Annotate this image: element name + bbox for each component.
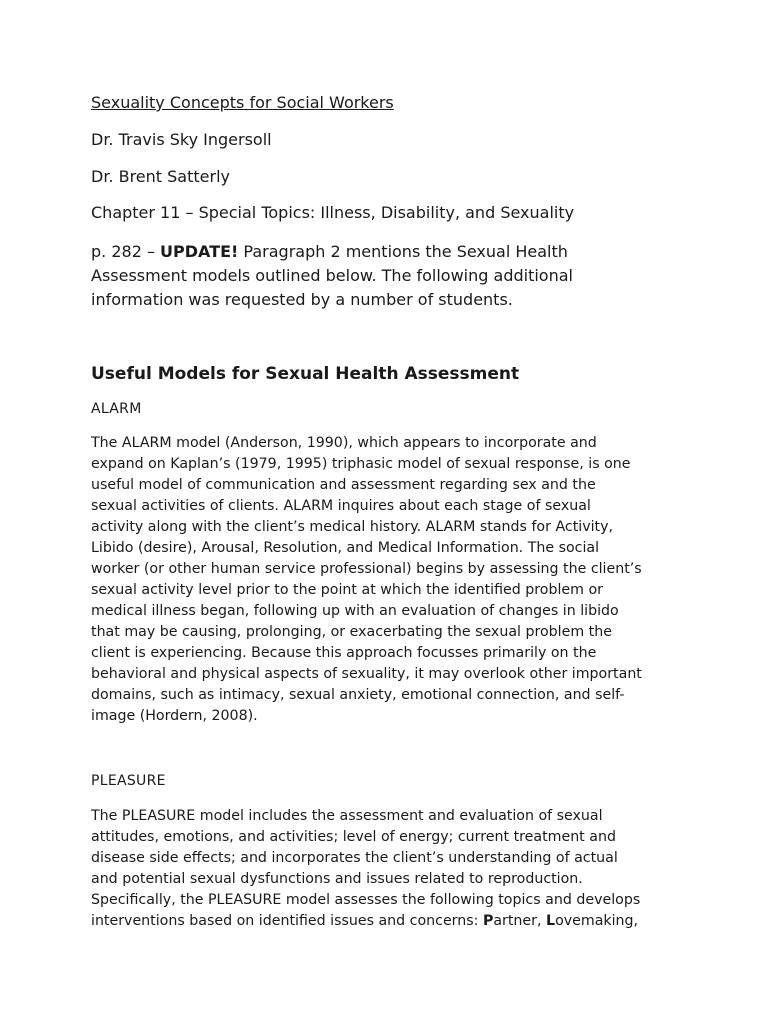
paragraph-line: sexual activities of clients. ALARM inquires about each stage of sexual xyxy=(91,498,591,514)
paragraph-line: domains, such as intimacy, sexual anxiety, emotional connection, and self- xyxy=(91,687,625,703)
acronym-initial: P xyxy=(482,913,494,929)
paragraph-line: behavioral and physical aspects of sexuality, it may overlook other important xyxy=(91,666,642,682)
paragraph-line xyxy=(91,911,691,932)
paragraph-line: expand on Kaplan’s (1979, 1995) triphasic model of sexual response, is one xyxy=(91,456,631,472)
author-name: Dr. Travis Sky Ingersoll xyxy=(91,130,272,149)
paragraph-line: worker (or other human service professional) begins by assessing the client’s xyxy=(91,561,642,577)
acronym-initial: L xyxy=(546,913,556,929)
paragraph-line: and potential sexual dysfunctions and issues related to reproduction. xyxy=(91,871,583,887)
pleasure-heading: PLEASURE xyxy=(91,773,166,789)
paragraph-text: interventions based on identified issues and concerns: xyxy=(91,913,483,929)
paragraph-line: sexual activity level prior to the point at which the identified problem or xyxy=(91,582,603,598)
paragraph-text: ovemaking, xyxy=(555,913,639,929)
paragraph-line: The ALARM model (Anderson, 1990), which appears to incorporate and xyxy=(91,435,597,451)
paragraph-line: medical illness began, following up with an evaluation of changes in libido xyxy=(91,603,619,619)
author-name: Dr. Brent Satterly xyxy=(91,167,230,186)
course-title: Sexuality Concepts for Social Workers xyxy=(91,93,394,112)
paragraph-line: Libido (desire), Arousal, Resolution, and Medical Information. The social xyxy=(91,540,600,556)
update-page-ref: p. 282 – xyxy=(91,242,161,261)
update-label: UPDATE! xyxy=(160,242,239,261)
paragraph-line: Specifically, the PLEASURE model assesses the following topics and develops xyxy=(91,892,641,908)
paragraph-text: artner, xyxy=(493,913,547,929)
paragraph-line: attitudes, emotions, and activities; level of energy; current treatment and xyxy=(91,829,616,845)
update-text: Paragraph 2 mentions the Sexual Health xyxy=(238,242,568,261)
chapter-title: Chapter 11 – Special Topics: Illness, Disability, and Sexuality xyxy=(91,203,575,222)
paragraph-line: client is experiencing. Because this approach focusses primarily on the xyxy=(91,645,597,661)
paragraph-line: disease side effects; and incorporates the client’s understanding of actual xyxy=(91,850,618,866)
section-heading: Useful Models for Sexual Health Assessment xyxy=(91,364,520,384)
alarm-paragraph xyxy=(91,433,691,727)
paragraph-line: activity along with the client’s medical history. ALARM stands for Activity, xyxy=(91,519,614,535)
paragraph-line: that may be causing, prolonging, or exacerbating the sexual problem the xyxy=(91,624,612,640)
update-line xyxy=(91,240,651,264)
update-line: information was requested by a number of students. xyxy=(91,290,513,309)
paragraph-line: useful model of communication and assessment regarding sex and the xyxy=(91,477,596,493)
paragraph-line: image (Hordern, 2008). xyxy=(91,708,258,724)
pleasure-paragraph xyxy=(91,806,691,932)
update-note xyxy=(91,240,651,312)
alarm-heading: ALARM xyxy=(91,401,142,417)
paragraph-line: The PLEASURE model includes the assessment and evaluation of sexual xyxy=(91,808,603,824)
update-line: Assessment models outlined below. The following additional xyxy=(91,266,573,285)
